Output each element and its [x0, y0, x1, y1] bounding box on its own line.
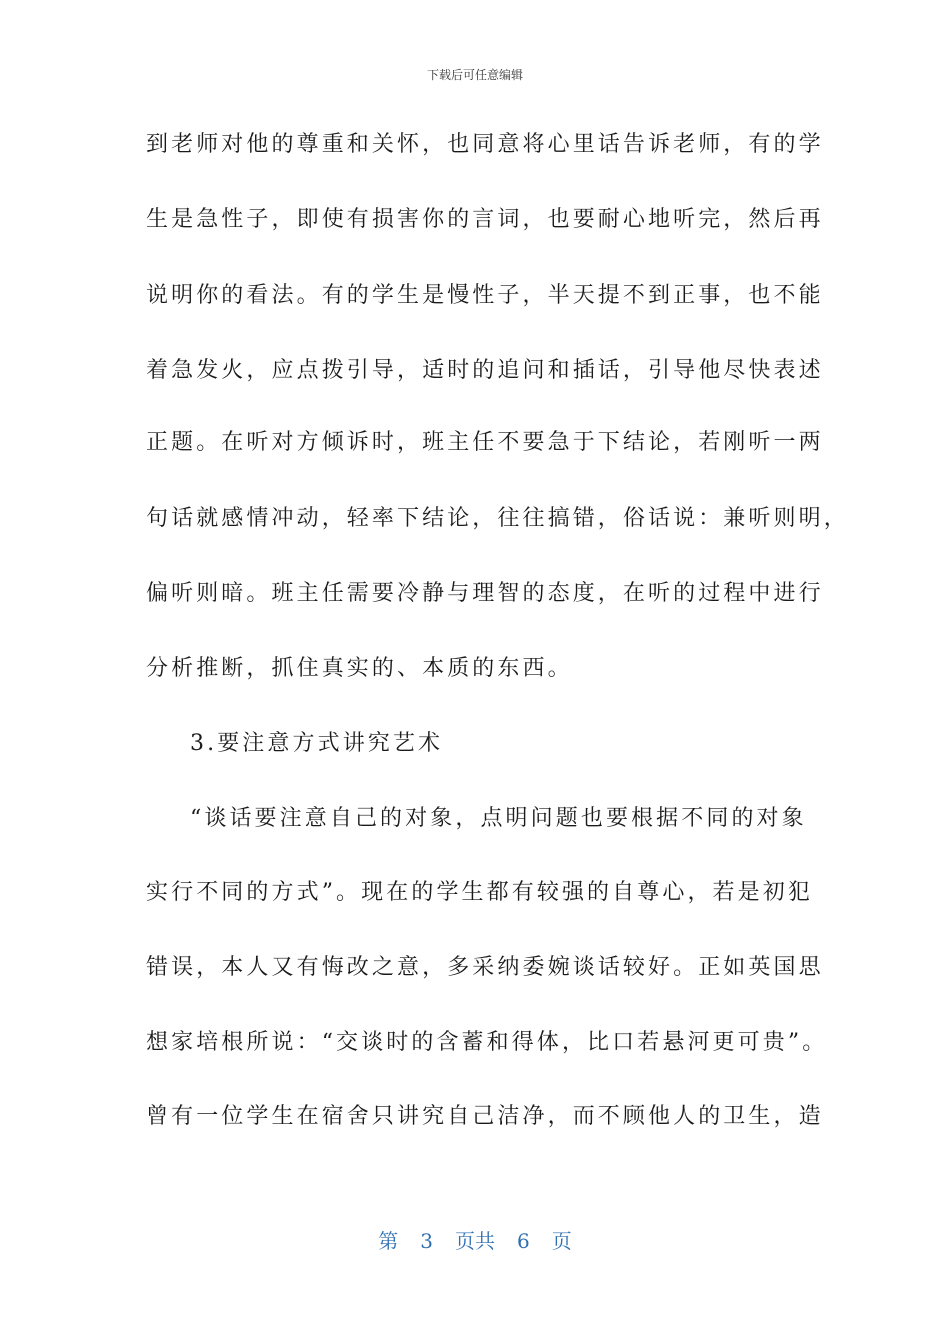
- text-line: “谈话要注意自己的对象，点明问题也要根据不同的对象: [190, 806, 807, 831]
- footer-total-pages: 6: [517, 1229, 530, 1253]
- text-line: 着急发火，应点拨引导，适时的追问和插话，引导他尽快表述: [146, 358, 824, 383]
- text-line: 想家培根所说：“交谈时的含蓄和得体，比口若悬河更可贵”。: [146, 1030, 828, 1055]
- text-line: 偏听则暗。班主任需要冷静与理智的态度，在听的过程中进行: [146, 581, 824, 606]
- text-line: 曾有一位学生在宿舍只讲究自己洁净，而不顾他人的卫生，造: [146, 1104, 824, 1129]
- page-footer: [0, 1225, 950, 1254]
- text-line: 说明你的看法。有的学生是慢性子，半天提不到正事，也不能: [146, 283, 824, 308]
- text-line: 错误，本人又有悔改之意，多采纳委婉谈话较好。正如英国思: [146, 955, 824, 980]
- text-line: 到老师对他的尊重和关怀，也同意将心里话告诉老师，有的学: [146, 132, 824, 157]
- footer-prefix: 第: [378, 1229, 399, 1253]
- text-line: 分析推断，抓住真实的、本质的东西。: [146, 656, 573, 681]
- footer-middle: 页共: [455, 1229, 495, 1253]
- page-header: 下载后可任意编辑: [426, 68, 523, 82]
- text-line: 生是急性子，即使有损害你的言词，也要耐心地听完，然后再: [146, 207, 824, 232]
- section-heading: 3.要注意方式讲究艺术: [190, 731, 444, 756]
- footer-page-number: 3: [420, 1229, 433, 1253]
- text-line: 正题。在听对方倾诉时，班主任不要急于下结论，若刚听一两: [146, 430, 824, 455]
- footer-suffix: 页: [551, 1229, 572, 1253]
- text-line: 句话就感情冲动，轻率下结论，往往搞错，俗话说：兼听则明，: [146, 506, 849, 531]
- text-line: 实行不同的方式”。现在的学生都有较强的自尊心，若是初犯: [146, 880, 813, 905]
